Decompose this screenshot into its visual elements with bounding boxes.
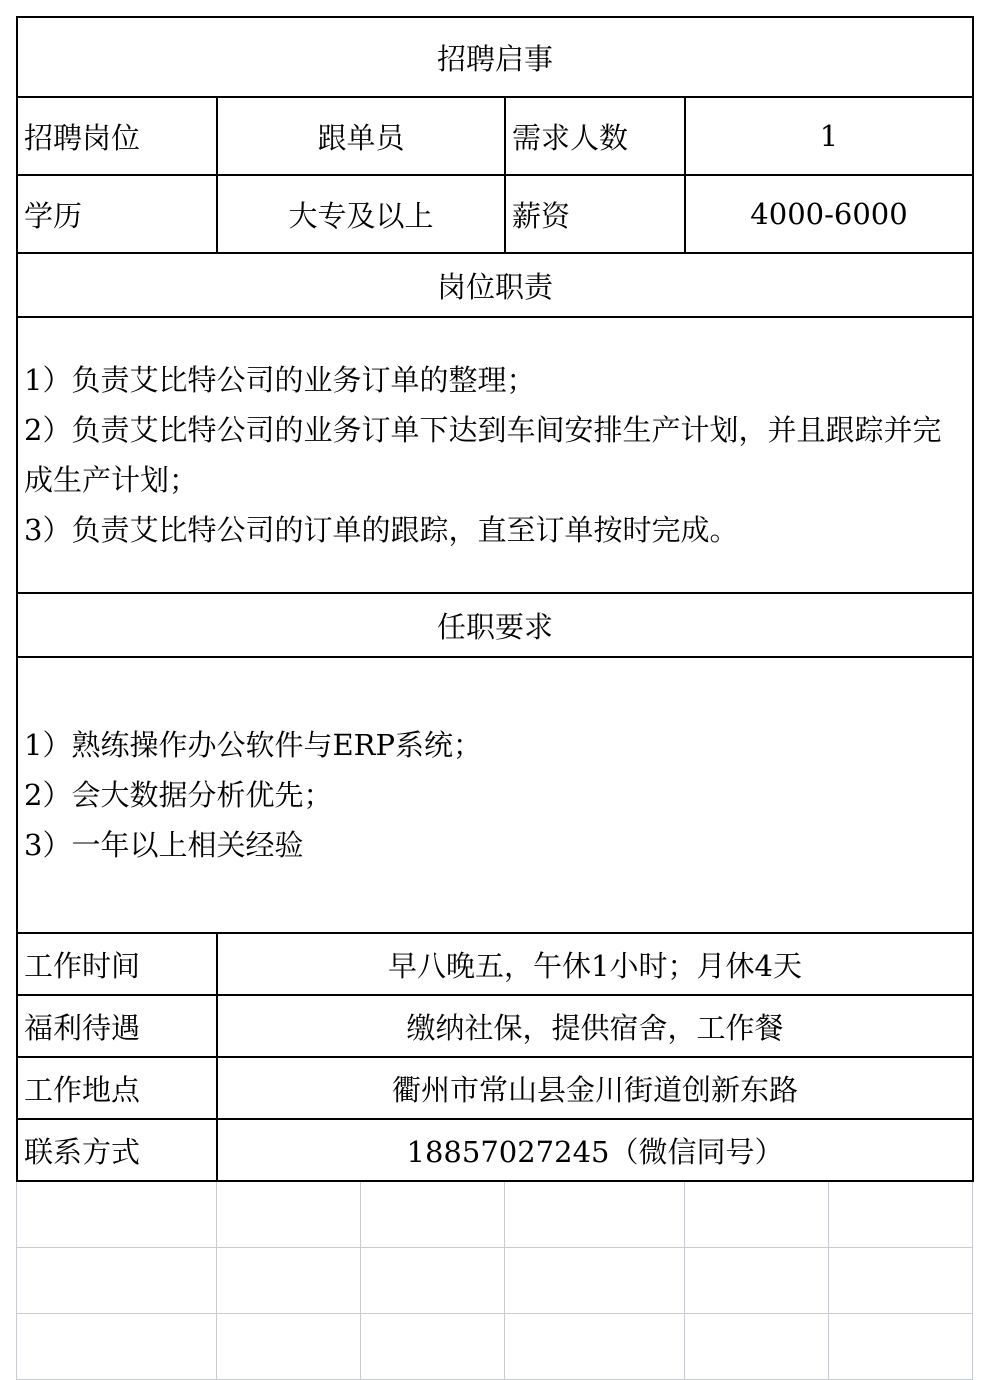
location-label: 工作地点 — [17, 1057, 217, 1119]
duty-item: 1）负责艾比特公司的业务订单的整理； — [24, 363, 536, 397]
posting-title: 招聘启事 — [17, 17, 973, 97]
headcount-value: 1 — [685, 97, 973, 175]
work-time-label: 工作时间 — [17, 933, 217, 995]
location-value: 衢州市常山县金川街道创新东路 — [217, 1057, 973, 1119]
position-label: 招聘岗位 — [17, 97, 217, 175]
job-posting-sheet — [16, 16, 972, 1380]
benefits-label: 福利待遇 — [17, 995, 217, 1057]
empty-cell[interactable] — [829, 1314, 973, 1380]
requirement-item: 3）一年以上相关经验 — [24, 828, 304, 862]
job-posting-table — [16, 16, 974, 1182]
work-time-value: 早八晚五，午休1小时；月休4天 — [217, 933, 973, 995]
empty-cell[interactable] — [685, 1248, 829, 1314]
education-value: 大专及以上 — [217, 175, 505, 253]
empty-grid — [16, 1182, 973, 1380]
empty-cell[interactable] — [505, 1314, 685, 1380]
empty-cell[interactable] — [17, 1314, 217, 1380]
empty-cell[interactable] — [829, 1182, 973, 1248]
empty-cell[interactable] — [505, 1182, 685, 1248]
salary-label: 薪资 — [505, 175, 685, 253]
empty-cell[interactable] — [685, 1182, 829, 1248]
empty-row — [17, 1182, 973, 1248]
empty-cell[interactable] — [829, 1248, 973, 1314]
requirements-header: 任职要求 — [17, 593, 973, 657]
empty-cell[interactable] — [17, 1248, 217, 1314]
empty-cell[interactable] — [17, 1182, 217, 1248]
requirement-item: 1）熟练操作办公软件与ERP系统； — [24, 728, 482, 762]
duty-item: 2）负责艾比特公司的业务订单下达到车间安排生产计划，并且跟踪并完成生产计划； — [24, 413, 942, 497]
position-value: 跟单员 — [217, 97, 505, 175]
empty-cell[interactable] — [361, 1182, 505, 1248]
requirement-item: 2）会大数据分析优先； — [24, 778, 333, 812]
contact-value: 18857027245（微信同号） — [217, 1119, 973, 1181]
contact-label: 联系方式 — [17, 1119, 217, 1181]
headcount-label: 需求人数 — [505, 97, 685, 175]
requirements-list — [17, 657, 973, 933]
duties-header: 岗位职责 — [17, 253, 973, 317]
duty-item: 3）负责艾比特公司的订单的跟踪，直至订单按时完成。 — [24, 513, 739, 547]
empty-cell[interactable] — [217, 1182, 361, 1248]
empty-cell[interactable] — [361, 1314, 505, 1380]
benefits-value: 缴纳社保，提供宿舍，工作餐 — [217, 995, 973, 1057]
education-label: 学历 — [17, 175, 217, 253]
empty-row — [17, 1314, 973, 1380]
empty-cell[interactable] — [361, 1248, 505, 1314]
empty-cell[interactable] — [217, 1248, 361, 1314]
duties-list — [17, 317, 973, 593]
salary-value: 4000-6000 — [685, 175, 973, 253]
empty-cell[interactable] — [505, 1248, 685, 1314]
empty-row — [17, 1248, 973, 1314]
empty-cell[interactable] — [217, 1314, 361, 1380]
empty-cell[interactable] — [685, 1314, 829, 1380]
